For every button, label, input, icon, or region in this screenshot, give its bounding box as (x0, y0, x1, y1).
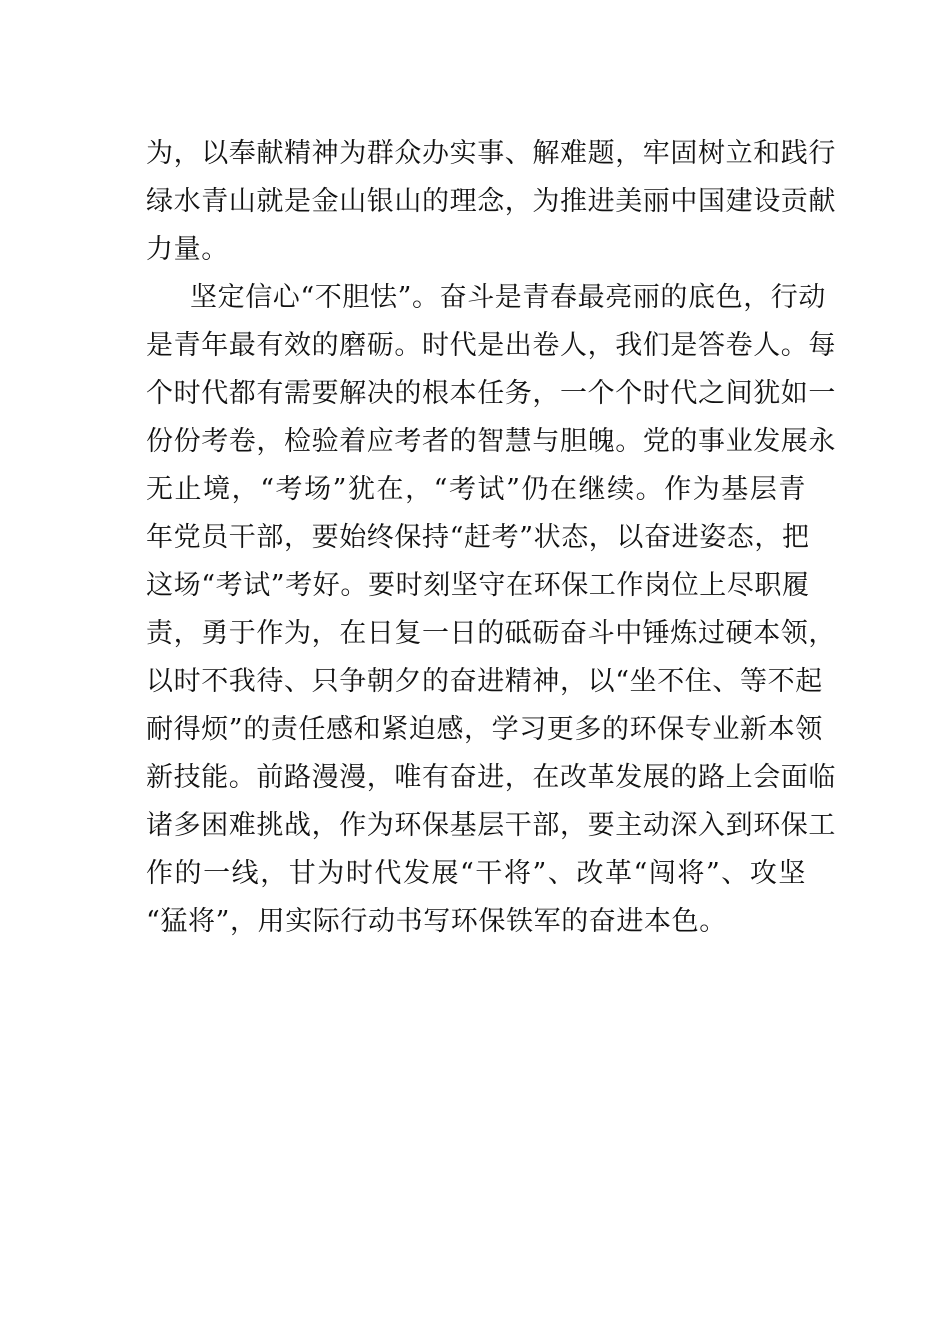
text-line: 新技能。前路漫漫，唯有奋进，在改革发展的路上会面临 (146, 762, 836, 793)
paragraph-firm-confidence (146, 274, 836, 946)
text-line: 以时不我待、只争朝夕的奋进精神，以“坐不住、等不起 (146, 666, 823, 697)
text-line: 诸多困难挑战，作为环保基层干部，要主动深入到环保工 (146, 810, 836, 841)
text-line: 是青年最有效的磨砺。时代是出卷人，我们是答卷人。每 (146, 330, 836, 361)
text-line: 作的一线，甘为时代发展“干将”、改革“闯将”、攻坚 (146, 858, 806, 889)
text-line: 无止境，“考场”犹在，“考试”仍在继续。作为基层青 (146, 474, 806, 505)
text-line: 个时代都有需要解决的根本任务，一个个时代之间犹如一 (146, 378, 836, 409)
text-line: “猛将”，用实际行动书写环保铁军的奋进本色。 (146, 906, 727, 937)
paragraph-continuation (146, 130, 836, 274)
text-line: 责，勇于作为，在日复一日的砥砺奋斗中锤炼过硬本领， (146, 618, 836, 649)
text-line: 份份考卷，检验着应考者的智慧与胆魄。党的事业发展永 (146, 426, 836, 457)
text-line: 耐得烦”的责任感和紧迫感，学习更多的环保专业新本领 (146, 714, 823, 745)
text-line: 年党员干部，要始终保持“赶考”状态，以奋进姿态，把 (146, 522, 810, 553)
text-line: 为，以奉献精神为群众办实事、解难题，牢固树立和践行 (146, 138, 836, 169)
text-line: 坚定信心“不胆怯”。奋斗是青春最亮丽的底色，行动 (190, 282, 827, 313)
text-line: 绿水青山就是金山银山的理念，为推进美丽中国建设贡献 (146, 186, 836, 217)
text-line: 力量。 (146, 234, 229, 265)
text-line: 这场“考试”考好。要时刻坚守在环保工作岗位上尽职履 (146, 570, 810, 601)
